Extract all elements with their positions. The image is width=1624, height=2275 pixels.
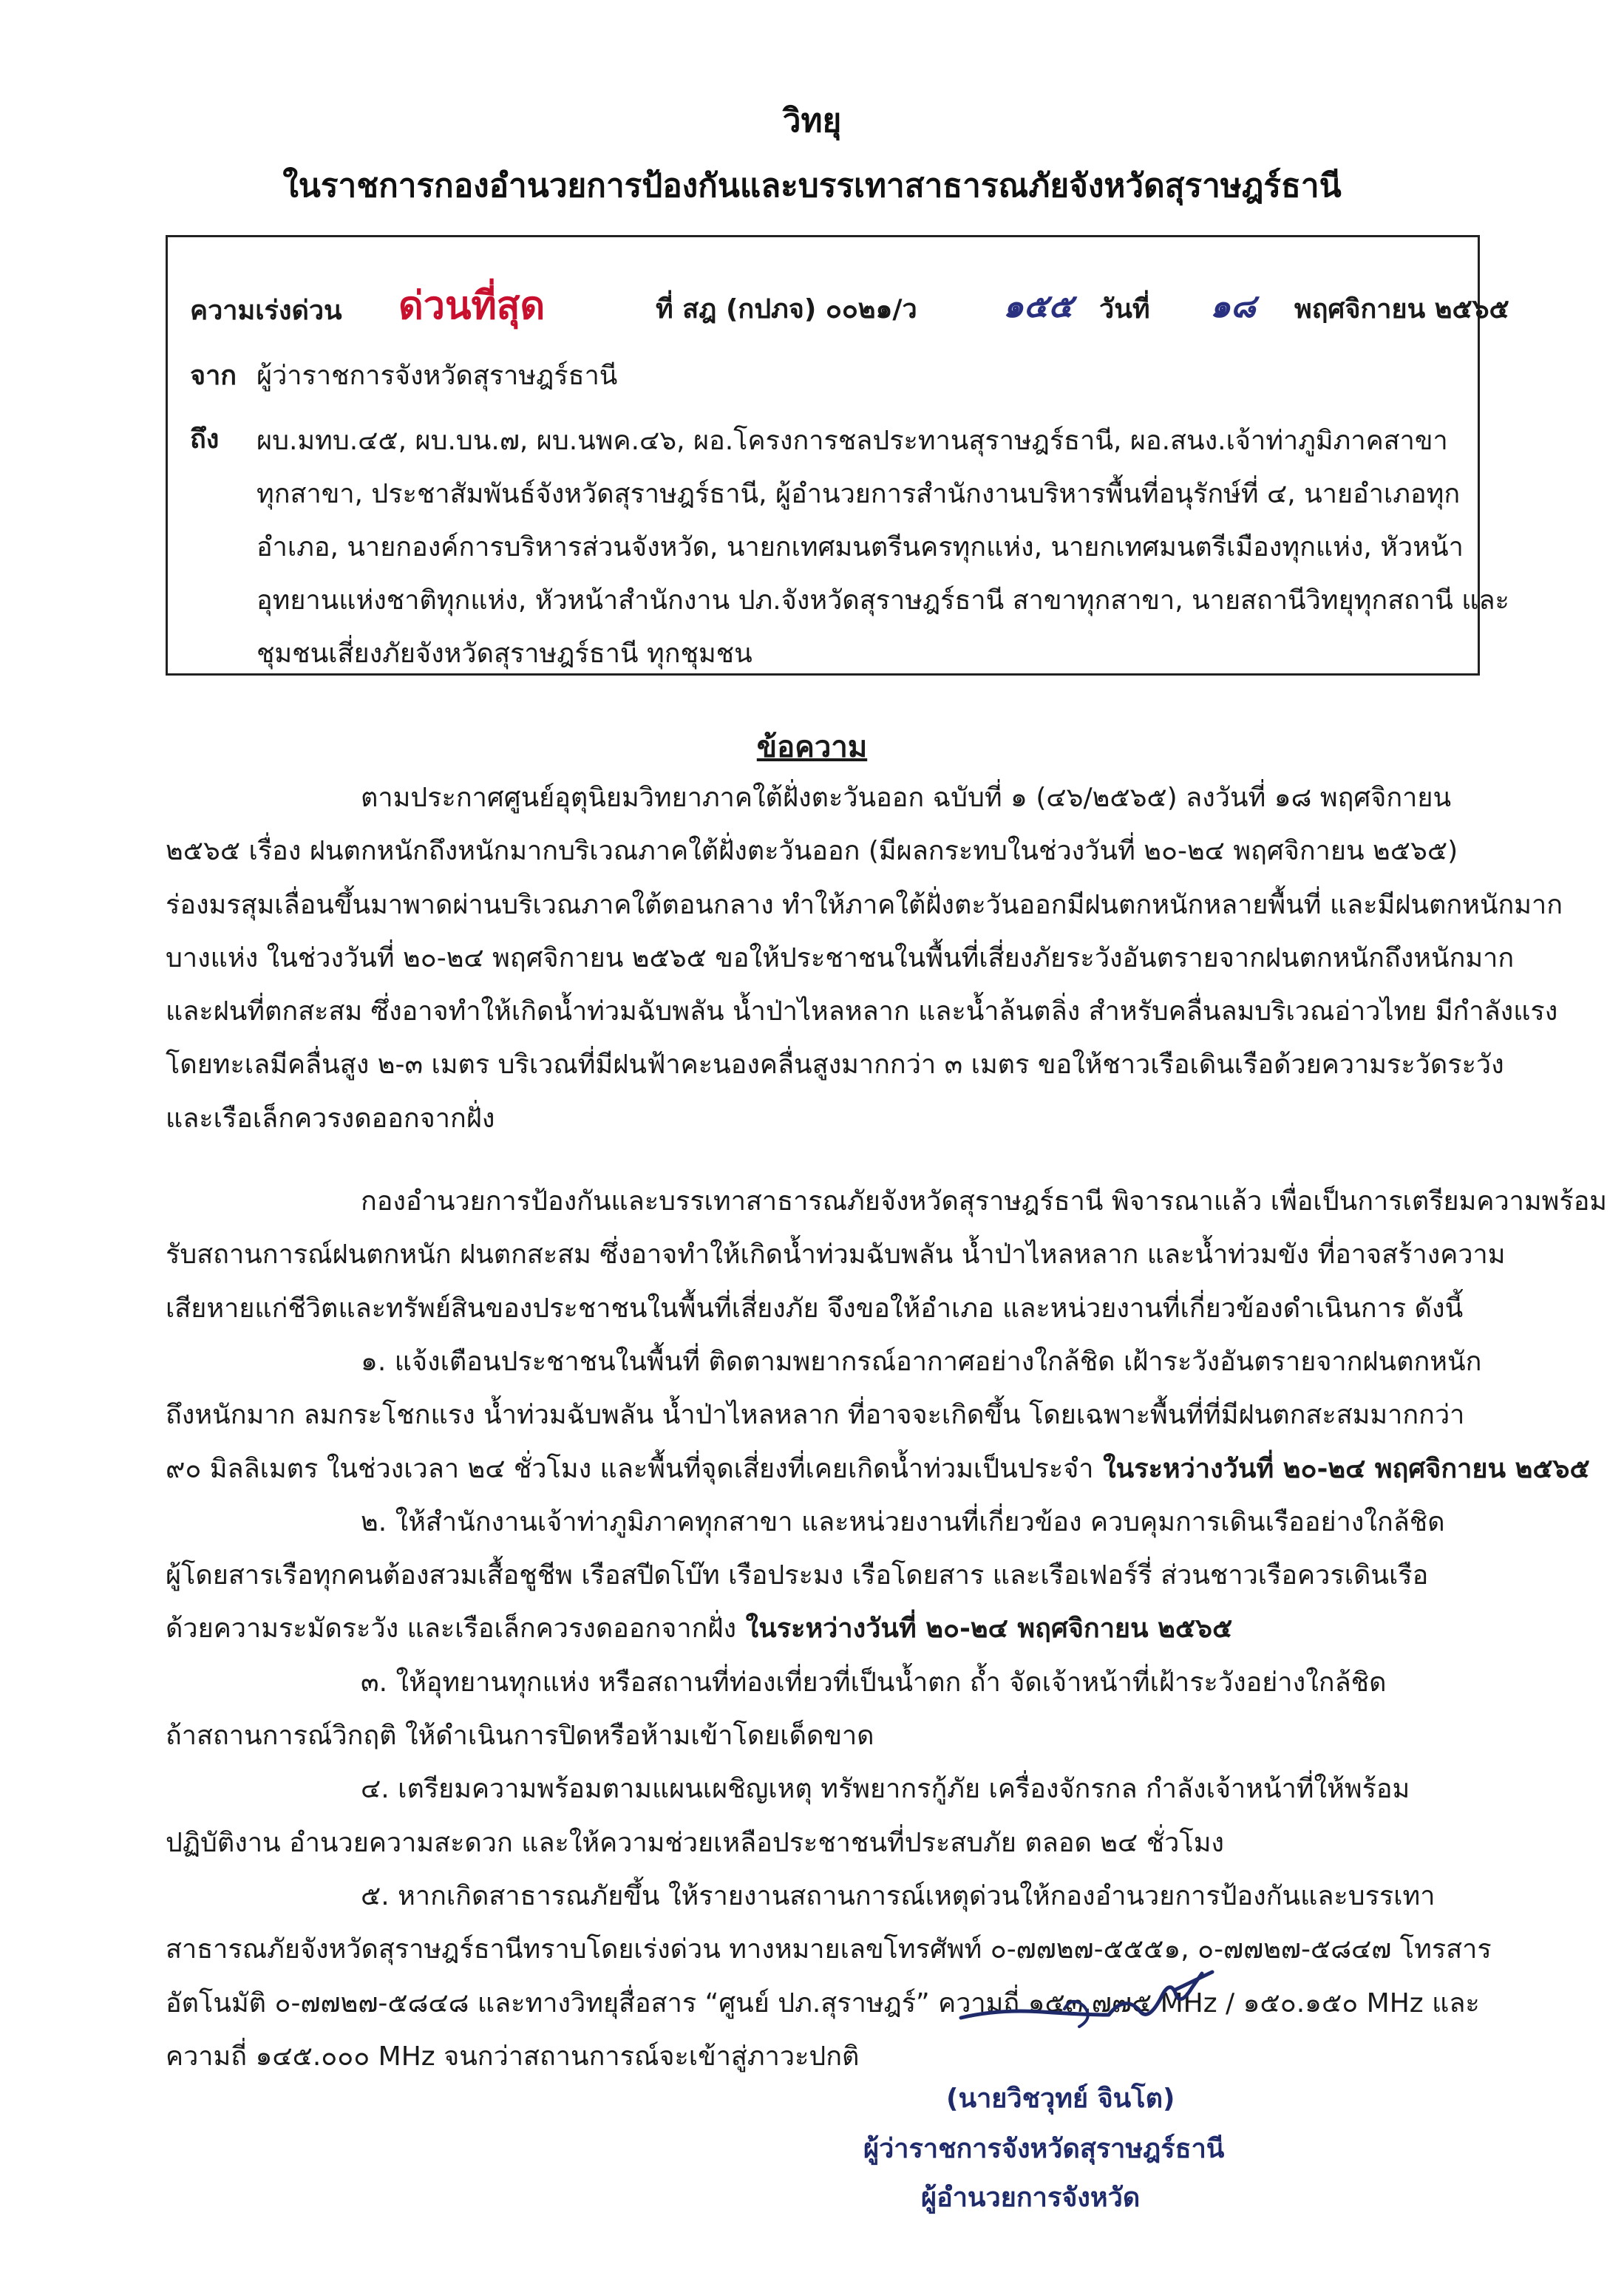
- body-line: ถ้าสถานการณ์วิกฤติ ให้ดำเนินการปิดหรือห้ามเข้าโดยเด็ดขาด: [166, 1721, 874, 1752]
- message-heading: ข้อความ: [756, 730, 868, 764]
- item1-period: ในระหว่างวันที่ ๒๐-๒๔ พฤศจิกายน ๒๕๖๕: [1093, 1453, 1590, 1484]
- body-line: ปฏิบัติงาน อำนวยความสะดวก และให้ความช่วยเหลือประชาชนที่ประสบภัย ตลอด ๒๔ ชั่วโมง: [166, 1827, 1225, 1858]
- body-line: ๕. หากเกิดสาธารณภัยขึ้น ให้รายงานสถานการณ์เหตุด่วนให้กองอำนวยการป้องกันและบรรเทา: [361, 1880, 1436, 1911]
- signer-name: (นายวิชวุทย์ จินโต): [946, 2084, 1175, 2114]
- signer-position: ผู้อำนวยการจังหวัด: [921, 2183, 1141, 2213]
- body-line: โดยทะเลมีคลื่นสูง ๒-๓ เมตร บริเวณที่มีฝนฟ้าคะนองคลื่นสูงมากกว่า ๓ เมตร ขอให้ชาวเรือเดินเรือด้วยความระวัดระวัง: [166, 1050, 1504, 1081]
- body-line: และเรือเล็กควรงดออกจากฝั่ง: [166, 1103, 495, 1134]
- date-label: วันที่: [1099, 294, 1150, 324]
- body-line: และฝนที่ตกสะสม ซึ่งอาจทำให้เกิดน้ำท่วมฉับพลัน น้ำป่าไหลหลาก และน้ำล้นตลิ่ง สำหรับคลื่นลมบริเวณอ่าวไทย มีกำลังแรง: [166, 996, 1558, 1027]
- paragraph-gap: [166, 1146, 1496, 1175]
- recipients-line: อุทยานแห่งชาติทุกแห่ง, หัวหน้าสำนักงาน ปภ.จังหวัดสุราษฎร์ธานี สาขาทุกสาขา, นายสถานีวิทยุทุกสถานี และ: [256, 585, 1509, 616]
- body-line: อัตโนมัติ ๐-๗๗๒๗-๕๘๔๘ และทางวิทยุสื่อสาร “ศูนย์ ปภ.สุราษฎร์” ความถี่ ๑๕๓.๗๗๕ MHz / ๑๕๐.๑๕๐ MHz และ: [166, 1987, 1480, 2019]
- body-line: สาธารณภัยจังหวัดสุราษฎร์ธานีทราบโดยเร่งด่วน ทางหมายเลขโทรศัพท์ ๐-๗๗๒๗-๕๕๕๑, ๐-๗๗๒๗-๕๘๔๗ โทรสาร: [166, 1934, 1492, 1965]
- handwritten-signature: [954, 1966, 1220, 2062]
- signer-position: ผู้ว่าราชการจังหวัดสุราษฎร์ธานี: [863, 2134, 1225, 2164]
- to-label: ถึง: [190, 424, 220, 455]
- document-number-label: ที่ สฎ (กปภจ) ๐๐๒๑/ว: [656, 294, 917, 324]
- body-line: ความถี่ ๑๔๕.๐๐๐ MHz จนกว่าสถานการณ์จะเข้าสู่ภาวะปกติ: [166, 2041, 860, 2072]
- from-label: จาก: [190, 361, 237, 391]
- body-line: [166, 1443, 1590, 1496]
- urgency-label: ความเร่งด่วน: [190, 296, 342, 326]
- message-body: [166, 772, 1608, 2084]
- recipients-line: ทุกสาขา, ประชาสัมพันธ์จังหวัดสุราษฎร์ธานี, ผู้อำนวยการสำนักงานบริหารพื้นที่อนุรักษ์ที่ ๔, นายอำเภอทุก: [256, 479, 1461, 509]
- body-line: บางแห่ง ในช่วงวันที่ ๒๐-๒๔ พฤศจิกายน ๒๕๖๕ ขอให้ประชาชนในพื้นที่เสี่ยงภัยระวังอันตรายจากฝนตกหนักถึงหนักมาก: [166, 942, 1515, 973]
- body-line: รับสถานการณ์ฝนตกหนัก ฝนตกสะสม ซึ่งอาจทำให้เกิดน้ำท่วมฉับพลัน น้ำป่าไหลหลาก และน้ำท่วมขัง ที่อาจสร้างความ: [166, 1239, 1506, 1271]
- item1-last-text: ๙๐ มิลลิเมตร ในช่วงเวลา ๒๔ ชั่วโมง และพื้นที่จุดเสี่ยงที่เคยเกิดน้ำท่วมเป็นประจำ: [166, 1453, 1094, 1484]
- body-line: กองอำนวยการป้องกันและบรรเทาสาธารณภัยจังหวัดสุราษฎร์ธานี พิจารณาแล้ว เพื่อเป็นการเตรียมความพร้อม: [361, 1186, 1608, 1217]
- recipients-line: ชุมชนเสี่ยงภัยจังหวัดสุราษฎร์ธานี ทุกชุมชน: [256, 639, 752, 669]
- recipients-line: ผบ.มทบ.๔๕, ผบ.บน.๗, ผบ.นพค.๔๖, ผอ.โครงการชลประทานสุราษฎร์ธานี, ผอ.สนง.เจ้าท่าภูมิภาคสาขา: [256, 426, 1448, 456]
- body-line: ๓. ให้อุทยานทุกแห่ง หรือสถานที่ท่องเที่ยวที่เป็นน้ำตก ถ้ำ จัดเจ้าหน้าที่เฝ้าระวังอย่างใกล้ชิด: [361, 1667, 1387, 1698]
- date-day: ๑๘: [1210, 288, 1256, 325]
- header-box: [166, 235, 1509, 676]
- body-line: ๔. เตรียมความพร้อมตามแผนเผชิญเหตุ ทรัพยากรกู้ภัย เครื่องจักรกล กำลังเจ้าหน้าที่ให้พร้อม: [361, 1774, 1410, 1805]
- body-line: ๒๕๖๕ เรื่อง ฝนตกหนักถึงหนักมากบริเวณภาคใต้ฝั่งตะวันออก (มีผลกระทบในช่วงวันที่ ๒๐-๒๔ พฤศจิกายน ๒๕๖๕): [166, 836, 1458, 867]
- item2-period: ในระหว่างวันที่ ๒๐-๒๔ พฤศจิกายน ๒๕๖๕: [736, 1613, 1233, 1645]
- recipients-line: อำเภอ, นายกองค์การบริหารส่วนจังหวัด, นายกเทศมนตรีนครทุกแห่ง, นายกเทศมนตรีเมืองทุกแห่ง, หัวหน้า: [256, 532, 1464, 562]
- body-line: ถึงหนักมาก ลมกระโชกแรง น้ำท่วมฉับพลัน น้ำป่าไหลหลาก ที่อาจจะเกิดขึ้น โดยเฉพาะพื้นที่ที่มีฝนตกสะสมมากกว่า: [166, 1400, 1465, 1431]
- recipients-list: [256, 415, 1509, 681]
- from-value: ผู้ว่าราชการจังหวัดสุราษฎร์ธานี: [256, 361, 618, 391]
- document-number-value: ๑๕๕: [1003, 288, 1073, 325]
- document-subtitle: ในราชการกองอำนวยการป้องกันและบรรเทาสาธารณภัยจังหวัดสุราษฎร์ธานี: [282, 167, 1342, 205]
- date-month-year: พฤศจิกายน ๒๕๖๕: [1294, 294, 1509, 324]
- urgency-value: ด่วนที่สุด: [398, 284, 546, 328]
- document-type-title: วิทยุ: [782, 102, 842, 140]
- body-line: ร่องมรสุมเลื่อนขึ้นมาพาดผ่านบริเวณภาคใต้ตอนกลาง ทำให้ภาคใต้ฝั่งตะวันออกมีฝนตกหนักหลายพื้นที่ และมีฝนตกหนักมาก: [166, 889, 1563, 920]
- body-line: เสียหายแก่ชีวิตและทรัพย์สินของประชาชนในพื้นที่เสี่ยงภัย จึงขอให้อำเภอ และหน่วยงานที่เกี่ยวข้องดำเนินการ ดังนี้: [166, 1293, 1464, 1324]
- body-line: ๒. ให้สำนักงานเจ้าท่าภูมิภาคทุกสาขา และหน่วยงานที่เกี่ยวข้อง ควบคุมการเดินเรืออย่างใกล้ชิด: [361, 1506, 1445, 1537]
- body-line: [166, 1602, 1496, 1656]
- body-line: ผู้โดยสารเรือทุกคนต้องสวมเสื้อชูชีพ เรือสปีดโบ๊ท เรือประมง เรือโดยสาร และเรือเฟอร์รี่ ส่วนชาวเรือควรเดินเรือ: [166, 1560, 1429, 1591]
- item2-last-text: ด้วยความระมัดระวัง และเรือเล็กควรงดออกจากฝั่ง: [166, 1613, 737, 1645]
- body-line: ตามประกาศศูนย์อุตุนิยมวิทยาภาคใต้ฝั่งตะวันออก ฉบับที่ ๑ (๔๖/๒๕๖๕) ลงวันที่ ๑๘ พฤศจิกายน: [361, 783, 1452, 813]
- body-line: ๑. แจ้งเตือนประชาชนในพื้นที่ ติดตามพยากรณ์อากาศอย่างใกล้ชิด เฝ้าระวังอันตรายจากฝนตกหนัก: [361, 1346, 1482, 1377]
